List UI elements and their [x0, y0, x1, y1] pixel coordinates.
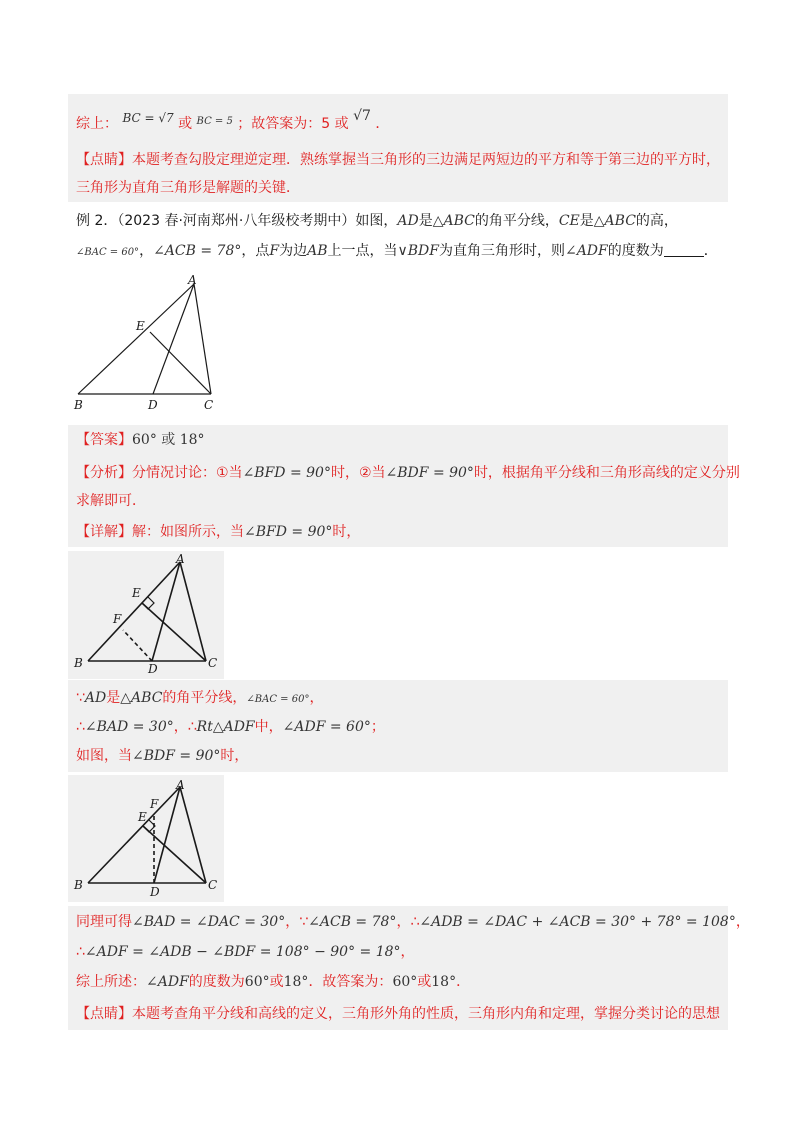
detail-line-3: ∴∠BAD = 30°，∴Rt△ADF中，∠ADF = 60°；: [76, 719, 385, 735]
label-c: C: [208, 878, 218, 892]
detail-line-5: 同理可得∠BAD = ∠DAC = 30°，∵∠ACB = 78°，∴∠ADB = ∠DAC + ∠ACB = 30° + 78° = 108°，: [76, 914, 750, 930]
label-b: B: [74, 878, 83, 892]
label-b: B: [74, 398, 83, 412]
figure-main: [68, 272, 228, 412]
label-e: E: [132, 586, 141, 600]
label-c: C: [208, 656, 218, 670]
example2-line-2: ∠BAC = 60°，∠ACB = 78°，点F为边AB上一点，当∨BDF为直角三角形时，则∠ADF的度数为 ．: [76, 243, 718, 259]
label-f: F: [150, 797, 159, 811]
segment-ce: [143, 826, 206, 883]
dianjing-line-2: 三角形为直角三角形是解题的关键．: [76, 180, 300, 196]
dianjing-line-1: 【点睛】本题考查勾股定理逆定理．熟练掌握当三角形的三边满足两短边的平方和等于第三边的平方时，: [76, 152, 720, 168]
segment-ce: [142, 603, 206, 661]
detail-line-4: 如图，当∠BDF = 90°时，: [76, 748, 249, 764]
analysis-line-2: 求解即可．: [76, 493, 146, 509]
label-d: D: [150, 885, 160, 899]
detail-line-6: ∴∠ADF = ∠ADB − ∠BDF = 108° − 90° = 18°，: [76, 944, 415, 960]
label-e: E: [136, 319, 145, 333]
dianjing2-line: 【点睛】本题考查角平分线和高线的定义，三角形外角的性质，三角形内角和定理，掌握分类讨论的思想: [76, 1006, 720, 1022]
answer-blank: [664, 242, 704, 257]
label-e: E: [138, 810, 147, 824]
segment-ac: [194, 284, 211, 394]
analysis-line-1: 【分析】分情况讨论：①当∠BFD = 90°时，②当∠BDF = 90°时，根据角平分线和三角形高线的定义分别: [76, 465, 740, 481]
segment-ac: [180, 787, 206, 883]
answer-line: 【答案】60° 或 18°: [76, 432, 205, 448]
label-a: A: [188, 273, 197, 287]
detail-line-7: 综上所述：∠ADF的度数为60°或18°．故答案为：60°或18°．: [76, 974, 471, 990]
summary-line: 综上： BC = √7 或 $^{BC = 5}$ ；故答案为：5 或 √7 ．: [76, 108, 390, 132]
detail-line-1: 【详解】解：如图所示，当∠BFD = 90°时，: [76, 524, 361, 540]
label-d: D: [148, 662, 158, 676]
right-angle-mark: [142, 597, 154, 609]
figure-case2: [68, 775, 224, 902]
segment-ad: [153, 284, 194, 394]
segment-ab: [78, 284, 194, 394]
label-c: C: [204, 398, 214, 412]
figure-case1: [68, 551, 224, 679]
label-a: A: [176, 778, 185, 792]
label-b: B: [74, 656, 83, 670]
label-d: D: [148, 398, 158, 412]
label-f: F: [113, 612, 122, 626]
detail-line-2: ∵AD是△ABC的角平分线，∠BAC = 60°，: [76, 690, 324, 706]
segment-ce: [150, 332, 211, 394]
example2-line-1: 例 2．（2023 春·河南郑州·八年级校考期中）如图，AD是△ABC的角平分线，CE是△ABC的高，: [76, 213, 678, 229]
segment-df: [123, 630, 152, 661]
segment-ac: [180, 562, 206, 661]
label-a: A: [176, 552, 185, 566]
